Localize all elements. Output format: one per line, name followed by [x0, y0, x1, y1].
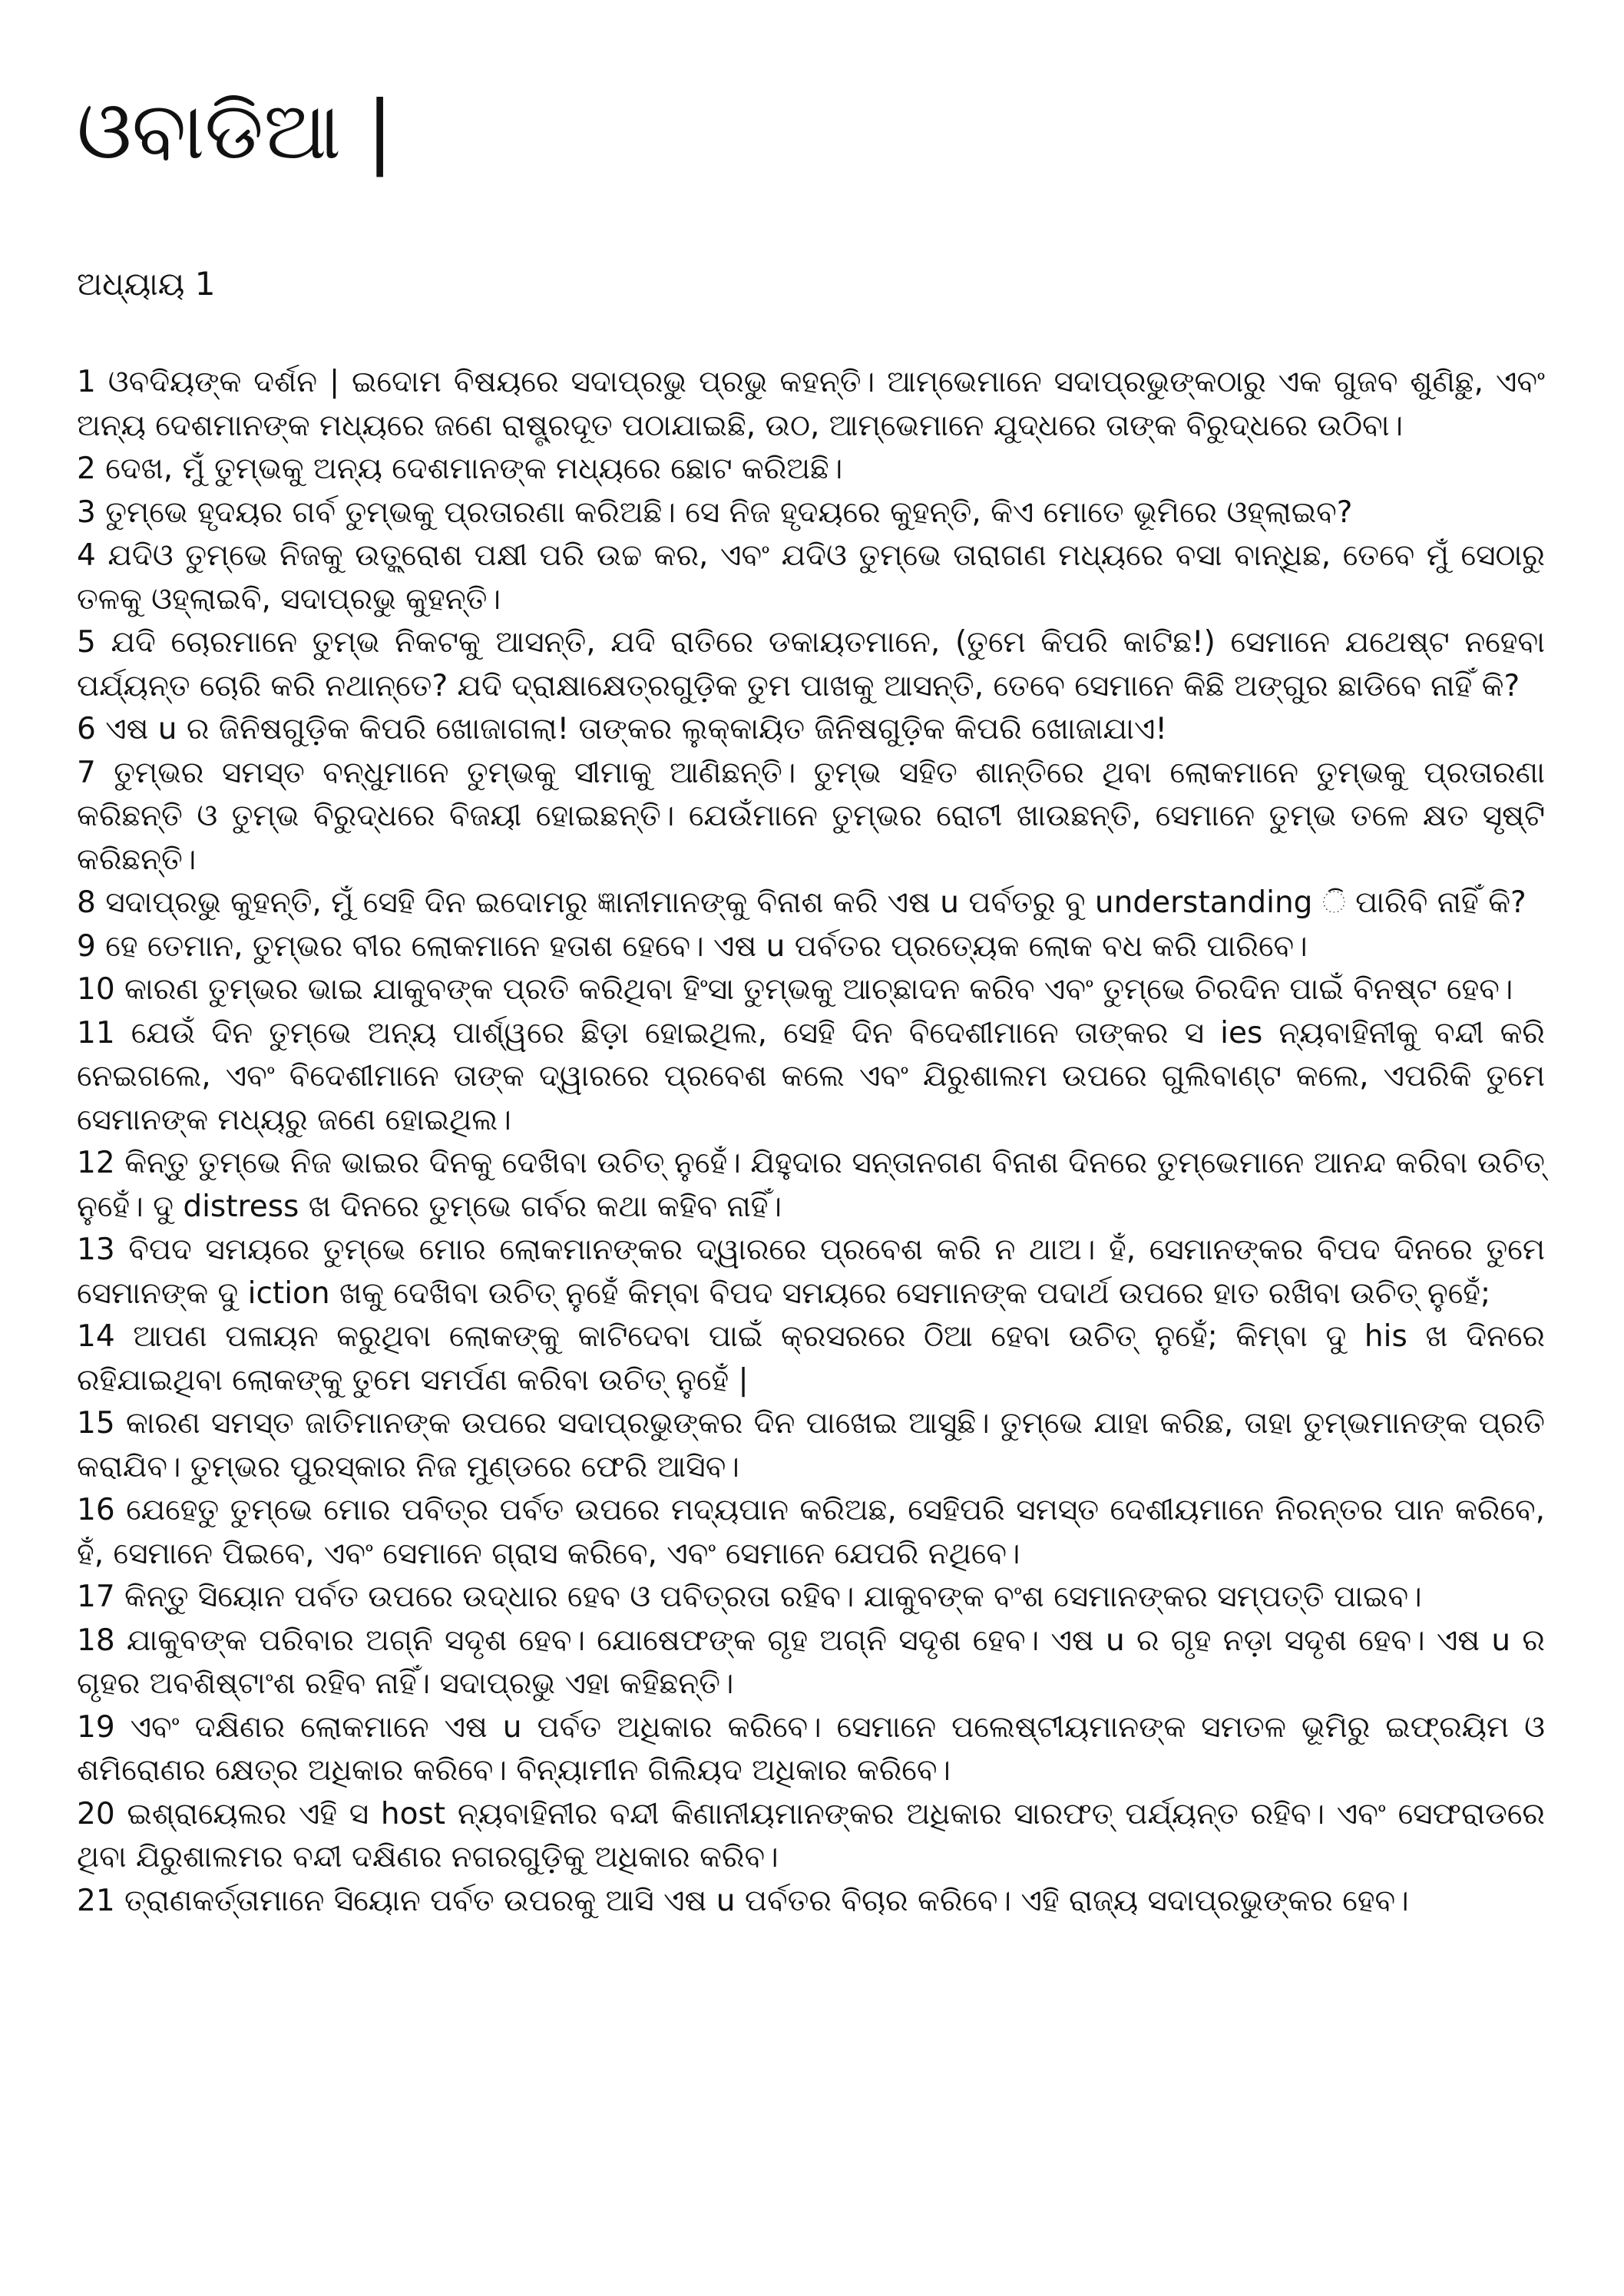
verse: 20 ଇଶ୍ରାୟେଲର ଏହି ସ host ନ୍ୟବାହିନୀର ବନ୍ଦୀ କିଣାନୀୟମାନଙ୍କର ଅଧିକାର ସାରଫତ୍ ପର୍ଯ୍ୟନ୍ତ ରହିବ। ଏବଂ ସେଫରାଡରେ ଥିବା ଯିରୁଶାଲମର ବନ୍ଦୀ ଦକ୍ଷିଣର ନଗରଗୁଡ଼ିକୁ ଅଧିକାର କରିବ।	[77, 1796, 1545, 1874]
verse: 1 ଓବଦିୟଙ୍କ ଦର୍ଶନ | ଇଦୋମ ବିଷୟରେ ସଦାପ୍ରଭୁ ପ୍ରଭୁ କହନ୍ତି। ଆମ୍ଭେମାନେ ସଦାପ୍ରଭୁଙ୍କଠାରୁ ଏକ ଗୁଜବ ଶୁଣିଛୁ, ଏବଂ ଅନ୍ୟ ଦେଶମାନଙ୍କ ମଧ୍ୟରେ ଜଣେ ରାଷ୍ଟ୍ରଦୂତ ପଠାଯାଇଛି, ଉଠ, ଆମ୍ଭେମାନେ ଯୁଦ୍ଧରେ ତାଙ୍କ ବିରୁଦ୍ଧରେ ଉଠିବା।	[77, 365, 1545, 443]
verse: 16 ଯେହେତୁ ତୁମ୍ଭେ ମୋର ପବିତ୍ର ପର୍ବତ ଉପରେ ମଦ୍ୟପାନ କରିଅଛ, ସେହିପରି ସମସ୍ତ ଦେଶୀୟମାନେ ନିରନ୍ତର ପାନ କରିବେ, ହଁ, ସେମାନେ ପିଇବେ, ଏବଂ ସେମାନେ ଗ୍ରାସ କରିବେ, ଏବଂ ସେମାନେ ଯେପରି ନଥିବେ।	[77, 1493, 1545, 1571]
verse: 5 ଯଦି ଚୋରମାନେ ତୁମ୍ଭ ନିକଟକୁ ଆସନ୍ତି, ଯଦି ରାତିରେ ଡକାୟତମାନେ, (ତୁମେ କିପରି କାଟିଛ!) ସେମାନେ ଯଥେଷ୍ଟ ନହେବା ପର୍ଯ୍ୟନ୍ତ ଚୋରି କରି ନଥାନ୍ତେ? ଯଦି ଦ୍ରାକ୍ଷାକ୍ଷେତ୍ରଗୁଡ଼ିକ ତୁମ ପାଖକୁ ଆସନ୍ତି, ତେବେ ସେମାନେ କିଛି ଅଙ୍ଗୁର ଛାଡିବେ ନାହିଁ କି?	[77, 625, 1545, 703]
verse: 13 ବିପଦ ସମୟରେ ତୁମ୍ଭେ ମୋର ଲୋକମାନଙ୍କର ଦ୍ୱାରରେ ପ୍ରବେଶ କରି ନ ଥାଅ। ହଁ, ସେମାନଙ୍କର ବିପଦ ଦିନରେ ତୁମେ ସେମାନଙ୍କ ଦୁ iction ଖକୁ ଦେଖିବା ଉଚିତ୍ ନୁହେଁ କିମ୍ବା ବିପଦ ସମୟରେ ସେମାନଙ୍କ ପଦାର୍ଥ ଉପରେ ହାତ ରଖିବା ଉଚିତ୍ ନୁହେଁ;	[77, 1232, 1545, 1311]
verse: 21 ତ୍ରାଣକର୍ତ୍ତାମାନେ ସିୟୋନ ପର୍ବତ ଉପରକୁ ଆସି ଏଷ u ପର୍ବତର ବିଚାର କରିବେ। ଏହି ରାଜ୍ୟ ସଦାପ୍ରଭୁଙ୍କର ହେବ।	[77, 1883, 1409, 1918]
verse: 2 ଦେଖ, ମୁଁ ତୁମ୍ଭକୁ ଅନ୍ୟ ଦେଶମାନଙ୍କ ମଧ୍ୟରେ ଛୋଟ କରିଅଛି।	[77, 452, 843, 486]
verse: 19 ଏବଂ ଦକ୍ଷିଣର ଲୋକମାନେ ଏଷ u ପର୍ବତ ଅଧିକାର କରିବେ। ସେମାନେ ପଲେଷ୍ଟୀୟମାନଙ୍କ ସମତଳ ଭୂମିରୁ ଇଫ୍ରୟିମ ଓ ଶମିରୋଣର କ୍ଷେତ୍ର ଅଧିକାର କରିବେ। ବିନ୍ୟାମୀନ ଗିଲିୟଦ ଅଧିକାର କରିବେ।	[77, 1709, 1545, 1788]
verse: 18 ଯାକୁବଙ୍କ ପରିବାର ଅଗ୍ନି ସଦୃଶ ହେବ। ଯୋଷେଫଙ୍କ ଗୃହ ଅଗ୍ନି ସଦୃଶ ହେବ। ଏଷ u ର ଗୃହ ନଡ଼ା ସଦୃଶ ହେବ। ଏଷ u ର ଗୃହର ଅବଶିଷ୍ଟାଂଶ ରହିବ ନାହିଁ। ସଦାପ୍ରଭୁ ଏହା କହିଛନ୍ତି।	[77, 1623, 1545, 1701]
verse: 4 ଯଦିଓ ତୁମ୍ଭେ ନିଜକୁ ଉତ୍କ୍ରୋଶ ପକ୍ଷୀ ପରି ଉଚ୍ଚ କର, ଏବଂ ଯଦିଓ ତୁମ୍ଭେ ତାରାଗଣ ମଧ୍ୟରେ ବସା ବାନ୍ଧିଛ, ତେବେ ମୁଁ ସେଠାରୁ ତଳକୁ ଓହ୍ଲାଇବି, ସଦାପ୍ରଭୁ କୁହନ୍ତି।	[77, 538, 1545, 617]
verse: 17 କିନ୍ତୁ ସିୟୋନ ପର୍ବତ ଉପରେ ଉଦ୍ଧାର ହେବ ଓ ପବିତ୍ରତା ରହିବ। ଯାକୁବଙ୍କ ବଂଶ ସେମାନଙ୍କର ସମ୍ପତ୍ତି ପାଇବ।	[77, 1580, 1422, 1614]
verse: 11 ଯେଉଁ ଦିନ ତୁମ୍ଭେ ଅନ୍ୟ ପାର୍ଶ୍ୱରେ ଛିଡ଼ା ହୋଇଥିଲ, ସେହି ଦିନ ବିଦେଶୀମାନେ ତାଙ୍କର ସ ies ନ୍ୟବାହିନୀକୁ ବନ୍ଦୀ କରି ନେଇଗଲେ, ଏବଂ ବିଦେଶୀମାନେ ତାଙ୍କ ଦ୍ୱାରରେ ପ୍ରବେଶ କଲେ ଏବଂ ଯିରୁଶାଲମ ଉପରେ ଗୁଲିବାଣ୍ଟ କଲେ, ଏପରିକି ତୁମେ ସେମାନଙ୍କ ମଧ୍ୟରୁ ଜଣେ ହୋଇଥିଲ।	[77, 1015, 1545, 1137]
verse: 15 କାରଣ ସମସ୍ତ ଜାତିମାନଙ୍କ ଉପରେ ସଦାପ୍ରଭୁଙ୍କର ଦିନ ପାଖେଇ ଆସୁଛି। ତୁମ୍ଭେ ଯାହା କରିଛ, ତାହା ତୁମ୍ଭମାନଙ୍କ ପ୍ରତି କରାଯିବ। ତୁମ୍ଭର ପୁରସ୍କାର ନିଜ ମୁଣ୍ଡରେ ଫେରି ଆସିବ।	[77, 1406, 1545, 1484]
verse: 9 ହେ ତେମାନ, ତୁମ୍ଭର ବୀର ଲୋକମାନେ ହତାଶ ହେବେ। ଏଷ u ପର୍ବତର ପ୍ରତ୍ୟେକ ଲୋକ ବଧ କରି ପାରିବେ।	[77, 928, 1308, 964]
chapter-heading: ଅଧ୍ୟାୟ 1	[77, 265, 216, 303]
verse-list	[77, 361, 1545, 1923]
verse: 6 ଏଷ u ର ଜିନିଷଗୁଡ଼ିକ କିପରି ଖୋଜାଗଲା! ତାଙ୍କର ଲୁକ୍କାୟିତ ଜିନିଷଗୁଡ଼ିକ କିପରି ଖୋଜାଯାଏ!	[77, 712, 1168, 746]
book-title: ଓବାଡିଆ |	[77, 84, 394, 177]
verse: 8 ସଦାପ୍ରଭୁ କୁହନ୍ତି, ମୁଁ ସେହି ଦିନ ଇଦୋମରୁ ଜ୍ଞାନୀମାନଙ୍କୁ ବିନାଶ କରି ଏଷ u ପର୍ବତରୁ ବୁ understanding ି ପାରିବି ନାହିଁ କି?	[77, 885, 1526, 920]
verse: 10 କାରଣ ତୁମ୍ଭର ଭାଇ ଯାକୁବଙ୍କ ପ୍ରତି କରିଥିବା ହିଂସା ତୁମ୍ଭକୁ ଆଚ୍ଛାଦନ କରିବ ଏବଂ ତୁମ୍ଭେ ଚିରଦିନ ପାଇଁ ବିନଷ୍ଟ ହେବ।	[77, 972, 1513, 1007]
verse: 3 ତୁମ୍ଭେ ହୃଦୟର ଗର୍ବ ତୁମ୍ଭକୁ ପ୍ରତାରଣା କରିଅଛି। ସେ ନିଜ ହୃଦୟରେ କୁହନ୍ତି, କିଏ ମୋତେ ଭୂମିରେ ଓହ୍ଲାଇବ?	[77, 495, 1353, 530]
verse: 7 ତୁମ୍ଭର ସମସ୍ତ ବନ୍ଧୁମାନେ ତୁମ୍ଭକୁ ସୀମାକୁ ଆଣିଛନ୍ତି। ତୁମ୍ଭ ସହିତ ଶାନ୍ତିରେ ଥିବା ଲୋକମାନେ ତୁମ୍ଭକୁ ପ୍ରତାରଣା କରିଛନ୍ତି ଓ ତୁମ୍ଭ ବିରୁଦ୍ଧରେ ବିଜୟୀ ହୋଇଛନ୍ତି। ଯେଉଁମାନେ ତୁମ୍ଭର ରୋଟୀ ଖାଉଛନ୍ତି, ସେମାନେ ତୁମ୍ଭ ତଳେ କ୍ଷତ ସୃଷ୍ଟି କରିଛନ୍ତି।	[77, 755, 1545, 877]
verse: 12 କିନ୍ତୁ ତୁମ୍ଭେ ନିଜ ଭାଇର ଦିନକୁ ଦେଖିବା ଉଚିତ୍ ନୁହେଁ। ଯିହୁଦାର ସନ୍ତାନଗଣ ବିନାଶ ଦିନରେ ତୁମ୍ଭେମାନେ ଆନନ୍ଦ କରିବା ଉଚିତ୍ ନୁହେଁ। ଦୁ distress ଖ ଦିନରେ ତୁମ୍ଭେ ଗର୍ବର କଥା କହିବ ନାହିଁ।	[77, 1146, 1545, 1224]
verse: 14 ଆପଣ ପଳାୟନ କରୁଥିବା ଲୋକଙ୍କୁ କାଟିଦେବା ପାଇଁ କ୍ରସରରେ ଠିଆ ହେବା ଉଚିତ୍ ନୁହେଁ; କିମ୍ବା ଦୁ his ଖ ଦିନରେ ରହିଯାଇଥିବା ଲୋକଙ୍କୁ ତୁମେ ସମର୍ପଣ କରିବା ଉଚିତ୍ ନୁହେଁ |	[77, 1319, 1545, 1398]
